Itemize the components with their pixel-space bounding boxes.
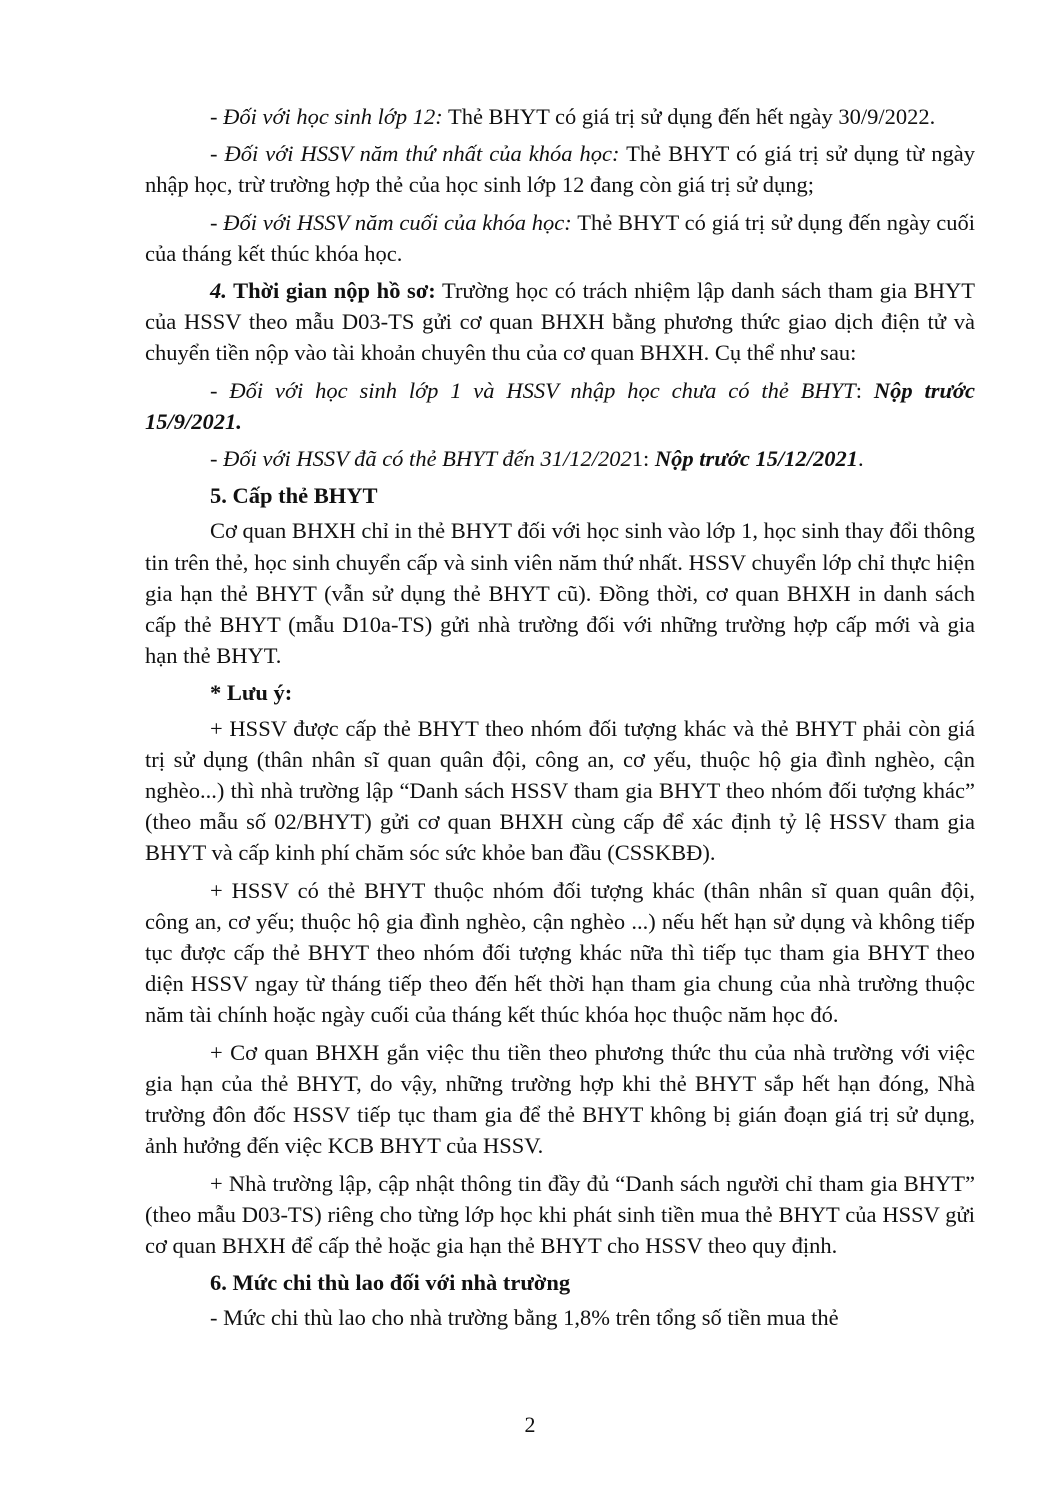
section-text: Trường học có trách nhiệm lập danh sách tham gia BHYT của HSSV theo mẫu D03-TS gửi cơ quan BHXH bằng phương thức giao dịch điện tử và chuyển tiền nộp vào tài khoản chuyên thu của cơ quan BHXH. Cụ thể như sau: [145,278,975,366]
paragraph-end: . [857,446,864,472]
paragraph-lead: - Đối với học sinh lớp 1 và HSSV nhập học chưa có thẻ BHYT [210,377,856,403]
paragraph-deadline-renewal [145,443,975,474]
section-4-submission-time [145,275,975,369]
paragraph-grade12 [145,101,975,132]
page-number: 2 [524,1412,536,1437]
paragraph-lead: - Đối với HSSV đã có thẻ BHYT đến 31/12/202 [210,446,632,472]
paragraph-lead: - Đối với HSSV năm cuối của khóa học: [210,209,572,235]
section-title: Thời gian nộp hồ sơ: [226,278,436,304]
paragraph-first-year [145,138,975,200]
note-item-1: + HSSV được cấp thẻ BHYT theo nhóm đối tượng khác và thẻ BHYT phải còn giá trị sử dụng (thân nhân sĩ quan quân đội, công an, cơ yếu, thuộc hộ gia đình nghèo, cận nghèo...) thì nhà trường lập “Danh sách HSSV tham gia BHYT theo nhóm đối tượng khác” (theo mẫu số 02/BHYT) gửi cơ quan BHXH cùng cấp để xác định tỷ lệ HSSV tham gia BHYT và cấp kinh phí chăm sóc sức khỏe ban đầu (CSSKBĐ). [145,715,975,866]
paragraph-text: Thẻ BHYT có giá trị sử dụng từ ngày nhập học, trừ trường hợp thẻ của học sinh lớp 12 đang còn giá trị sử dụng; [145,141,975,198]
paragraph-lead: - Đối với HSSV năm thứ nhất của khóa học: [210,141,620,167]
section-6-line: - Mức chi thù lao cho nhà trường bằng 1,8% trên tổng số tiền mua thẻ [210,1305,839,1331]
document-body [145,101,975,1336]
paragraph-text: Thẻ BHYT có giá trị sử dụng đến hết ngày 30/9/2022. [442,104,936,129]
note-item-3: + Cơ quan BHXH gắn việc thu tiền theo phương thức thu của nhà trường với việc gia hạn của thẻ BHYT, do vậy, những trường hợp khi thẻ BHYT sắp hết hạn đóng, Nhà trường đôn đốc HSSV tiếp tục tham gia để thẻ BHYT không bị gián đoạn giá trị sử dụng, ảnh hưởng đến việc KCB BHYT của HSSV. [145,1039,975,1159]
paragraph-tail: 1: [631,446,655,472]
paragraph-text: Thẻ BHYT có giá trị sử dụng đến ngày cuối của tháng kết thúc khóa học. [145,209,975,266]
section-5-heading: 5. Cấp thẻ BHYT [210,483,378,509]
section-5-body: Cơ quan BHXH chỉ in thẻ BHYT đối với học sinh vào lớp 1, học sinh thay đổi thông tin trên thẻ, học sinh chuyển cấp và sinh viên năm thứ nhất. HSSV chuyển lớp chỉ thực hiện gia hạn thẻ BHYT (vẫn sử dụng thẻ BHYT cũ). Đồng thời, cơ quan BHXH in danh sách cấp thẻ BHYT (mẫu D10a-TS) gửi nhà trường đối với những trường hợp cấp mới và gia hạn thẻ BHYT. [145,518,975,669]
paragraph-colon: : [855,377,874,403]
note-heading: * Lưu ý: [210,680,293,706]
deadline-text: Nộp trước 15/9/2021. [145,377,975,434]
paragraph-deadline-new [145,375,975,437]
section-6-heading: 6. Mức chi thù lao đối với nhà trường [210,1270,571,1296]
paragraph-final-year [145,207,975,269]
note-item-2: + HSSV có thẻ BHYT thuộc nhóm đối tượng khác (thân nhân sĩ quan quân đội, công an, cơ yếu; thuộc hộ gia đình nghèo, cận nghèo ...) nếu hết hạn sử dụng và không tiếp tục được cấp thẻ BHYT theo nhóm đối tượng khác nữa thì tiếp tục tham gia BHYT theo diện HSSV ngay từ tháng tiếp theo đến hết thời hạn tham gia chung của nhà trường thuộc năm tài chính hoặc ngày cuối của tháng kết thúc khóa học thuộc năm học đó. [145,877,975,1028]
note-item-4: + Nhà trường lập, cập nhật thông tin đầy đủ “Danh sách người chỉ tham gia BHYT” (theo mẫu D03-TS) riêng cho từng lớp học khi phát sinh tiền mua thẻ BHYT của HSSV gửi cơ quan BHXH để cấp thẻ hoặc gia hạn thẻ BHYT cho HSSV theo quy định. [145,1170,975,1258]
paragraph-lead: - Đối với học sinh lớp 12: [210,104,443,129]
section-number: 4. [210,278,227,304]
deadline-text: Nộp trước 15/12/2021 [654,446,858,472]
